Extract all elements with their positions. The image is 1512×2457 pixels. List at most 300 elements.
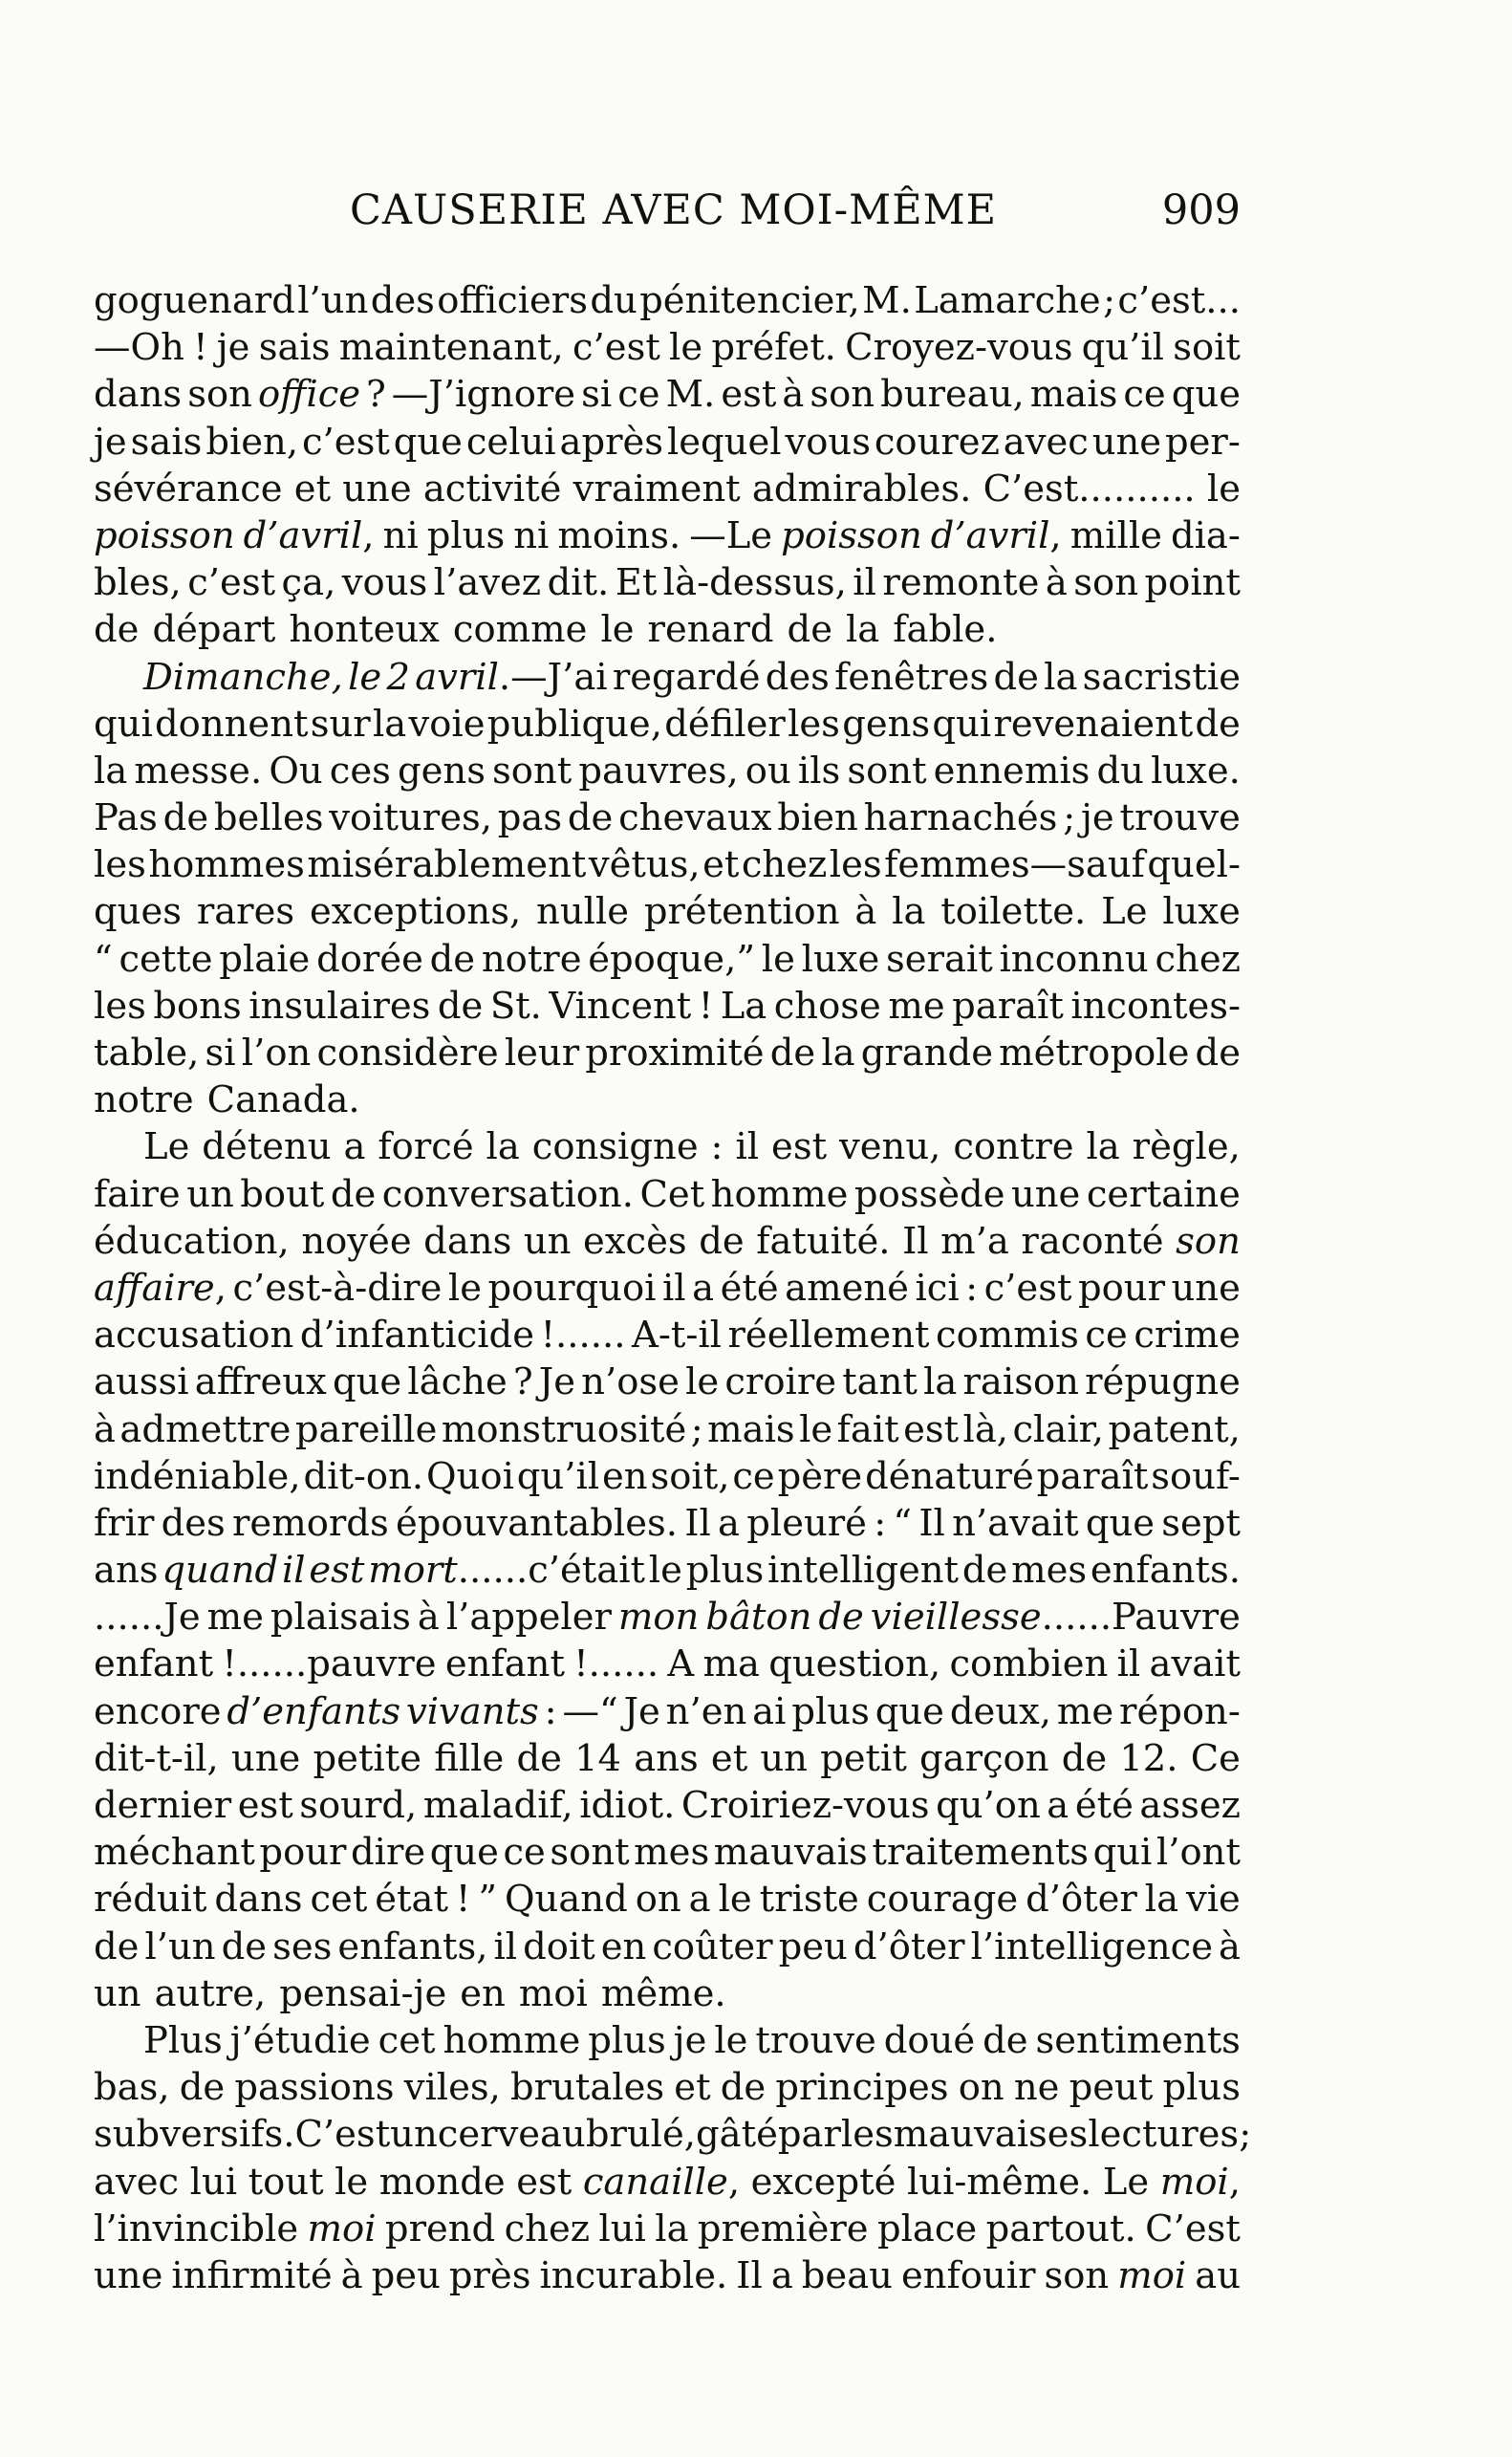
word-group — [1086, 1123, 1119, 1170]
text-line — [94, 2111, 1252, 2158]
word: ans — [94, 1549, 159, 1593]
word: assez — [1139, 1784, 1241, 1827]
word-group — [854, 1171, 1005, 1218]
word-group — [971, 1924, 1213, 1970]
word: dorée — [316, 937, 423, 981]
word-group — [487, 701, 662, 748]
word-group — [861, 1030, 993, 1076]
word-group — [258, 371, 360, 418]
word: le — [718, 1878, 752, 1922]
word: traitements — [872, 1831, 1090, 1875]
word: : — [874, 1501, 887, 1545]
word-group — [259, 1829, 346, 1876]
word-group — [94, 748, 127, 794]
word: ni — [513, 513, 550, 557]
word-group — [892, 888, 925, 935]
word-group — [94, 2206, 298, 2252]
word: et — [293, 467, 332, 511]
word-group — [492, 748, 572, 794]
word: Il — [902, 1219, 929, 1263]
word: a — [343, 1125, 366, 1169]
word-group — [1133, 1123, 1241, 1170]
word-group — [490, 983, 542, 1030]
word: considère — [316, 1032, 499, 1075]
word-group — [545, 1688, 557, 1735]
word: honteux — [289, 608, 440, 652]
word: d’infanticide — [299, 1314, 534, 1358]
word-group — [1172, 371, 1241, 418]
word-group — [279, 1970, 446, 2017]
word-group — [408, 701, 485, 748]
word-group — [134, 748, 262, 794]
word-group — [398, 748, 486, 794]
word: gâté — [696, 2113, 778, 2157]
word: a — [692, 1266, 715, 1310]
word-group — [689, 512, 772, 559]
word-group — [94, 1970, 141, 2017]
word: ni — [382, 513, 419, 557]
word: par — [777, 2113, 841, 2157]
word: on — [635, 1878, 681, 1922]
word-group — [94, 1406, 116, 1453]
word: la — [845, 608, 880, 652]
word-group — [445, 1641, 565, 1687]
running-header — [94, 186, 1241, 253]
word: du — [590, 279, 637, 322]
word: hommes — [148, 843, 305, 887]
word: Et — [615, 561, 658, 605]
word-group — [1119, 1735, 1177, 1782]
word-group — [785, 1265, 909, 1312]
word-group — [578, 748, 738, 794]
word-group — [386, 654, 410, 701]
word-group — [600, 606, 634, 653]
word: est — [721, 373, 777, 417]
word-group — [207, 1594, 264, 1641]
text-line — [94, 1030, 1241, 1076]
word: doit — [523, 1924, 595, 1968]
word: harnachés — [863, 796, 1058, 840]
word: !......pauvre — [222, 1642, 437, 1686]
word-group — [557, 512, 680, 559]
word: table, — [94, 1032, 200, 1075]
word: dans — [423, 1219, 512, 1263]
word: que — [332, 1360, 402, 1404]
word: c’est — [187, 561, 276, 605]
word: la — [1144, 1878, 1179, 1922]
word-group — [94, 371, 182, 418]
word: La — [720, 984, 767, 1028]
word: sont — [550, 1831, 630, 1875]
word-group — [1012, 1406, 1104, 1453]
word: de — [516, 1736, 562, 1780]
italic-word: bâton — [705, 1596, 812, 1640]
word: doué — [883, 2018, 976, 2062]
word: le — [799, 1407, 833, 1451]
word-group — [294, 2111, 390, 2158]
word-group — [375, 1876, 448, 1923]
italic-word: d’avril — [243, 513, 363, 557]
word: de — [993, 655, 1039, 699]
text-line — [94, 1829, 1241, 1876]
word: —J’ignore — [391, 373, 576, 417]
word: activité — [422, 467, 562, 511]
word-group — [536, 888, 629, 935]
word-group — [1087, 1171, 1241, 1218]
word-group — [231, 1735, 300, 1782]
word-group — [842, 1359, 918, 1405]
word: son — [187, 373, 252, 417]
word-group — [1070, 983, 1241, 1030]
word-group — [94, 419, 127, 466]
word-group — [187, 559, 275, 606]
word-group — [373, 701, 406, 748]
word: première — [697, 2207, 869, 2250]
word: misérablement — [307, 843, 587, 887]
word: subversifs. — [94, 2113, 295, 2157]
word-group — [234, 2064, 394, 2111]
word-group — [1011, 1547, 1087, 1594]
word-group — [259, 324, 331, 371]
word-group — [270, 1594, 411, 1641]
word: pourquoi — [487, 1266, 657, 1310]
word: lui-même. — [906, 2160, 1092, 2204]
word: qui — [932, 702, 992, 746]
word-group — [1160, 2159, 1241, 2206]
word-group — [999, 936, 1148, 983]
word: répugne — [1085, 1360, 1241, 1404]
word: de — [94, 1924, 140, 1968]
word-group — [1085, 1312, 1127, 1359]
word-group — [1151, 748, 1241, 794]
word: pensai-je — [279, 1971, 447, 2015]
word: n’en — [665, 1689, 747, 1733]
word-group — [867, 1876, 1018, 1923]
word: règle, — [1132, 1125, 1241, 1169]
word: excepté — [750, 2160, 896, 2204]
word-group — [1145, 559, 1241, 606]
word-group — [180, 2064, 225, 2111]
word-group — [493, 1924, 517, 1970]
word: Plus — [143, 2018, 223, 2062]
word-group — [888, 983, 944, 1030]
word-group — [94, 1265, 227, 1312]
word: gens — [397, 749, 486, 793]
word-group — [232, 1500, 389, 1547]
word-group — [681, 1782, 930, 1829]
word-group — [214, 794, 324, 841]
word-group — [820, 1735, 907, 1782]
word-group — [777, 794, 858, 841]
word-group — [550, 1829, 629, 1876]
word: cette — [119, 937, 213, 981]
word: gens — [842, 702, 931, 746]
text-line — [94, 1218, 1241, 1265]
word: dit-t-il, — [94, 1736, 219, 1780]
word-group — [1073, 559, 1138, 606]
word: de — [221, 1924, 268, 1968]
word: ” — [478, 1878, 498, 1922]
word-group — [907, 2159, 1091, 2206]
word-group — [950, 1688, 1051, 1735]
word-group — [936, 1312, 1079, 1359]
word: de — [429, 937, 476, 981]
word-group — [1021, 1218, 1163, 1265]
word-group — [242, 1030, 312, 1076]
word-group — [875, 1688, 944, 1735]
word-group — [721, 983, 767, 1030]
word: on — [958, 2066, 1004, 2110]
word: principes — [775, 2066, 949, 2110]
word-group — [523, 1924, 595, 1970]
word-group — [155, 701, 308, 748]
italic-word: moi — [1159, 2160, 1229, 2204]
word: officiers — [437, 279, 588, 322]
word-group — [94, 606, 139, 653]
word-group — [639, 1171, 704, 1218]
word-group — [1062, 1735, 1107, 1782]
word-group — [618, 794, 771, 841]
word-group — [392, 371, 575, 418]
word: prétention — [643, 890, 840, 934]
word-group — [434, 1735, 504, 1782]
word-group — [1117, 277, 1241, 324]
word: bons — [153, 984, 242, 1028]
word: il — [1116, 1642, 1141, 1686]
word-group — [202, 1123, 331, 1170]
word-group — [1086, 1500, 1155, 1547]
word-group — [802, 2252, 893, 2299]
word-group — [94, 2159, 179, 2206]
word-group — [1239, 2111, 1251, 2158]
word-group — [217, 324, 250, 371]
word: l’invincible — [94, 2207, 299, 2250]
word-group — [767, 1547, 959, 1594]
word: exceptions, — [309, 890, 522, 934]
word: , — [362, 513, 375, 557]
word: plus — [426, 513, 506, 557]
word: A — [667, 1642, 695, 1686]
text-line — [94, 324, 1241, 371]
word-group — [1047, 1782, 1069, 1829]
word: monde — [378, 2160, 506, 2204]
text-line — [94, 1312, 1241, 1359]
word: ; — [1063, 796, 1076, 840]
word-group — [770, 1030, 815, 1076]
word-group — [585, 1030, 764, 1076]
word-group — [238, 1782, 293, 1829]
word-group — [289, 606, 440, 653]
text-line — [94, 1735, 1241, 1782]
word-group — [632, 1312, 722, 1359]
word-group — [1145, 1876, 1178, 1923]
word: courage — [866, 1878, 1019, 1922]
word: dans — [94, 373, 183, 417]
word: en — [600, 1924, 647, 1968]
word-group — [453, 606, 588, 653]
italic-word: poisson — [94, 513, 235, 557]
word-group — [219, 936, 310, 983]
word: St. — [489, 984, 542, 1028]
word-group — [691, 1406, 703, 1453]
word: le — [761, 937, 795, 981]
word-group — [984, 1265, 1072, 1312]
word-group — [901, 2252, 1036, 2299]
word: .—J’ai — [498, 655, 608, 699]
word-group — [728, 1312, 930, 1359]
word: bien, — [205, 420, 299, 464]
word: garçon — [918, 1736, 1049, 1780]
word-group — [788, 606, 832, 653]
word-group — [1045, 2252, 1110, 2299]
text-line — [94, 936, 1241, 983]
word-group — [163, 794, 208, 841]
word: serait — [886, 937, 993, 981]
word-group — [781, 512, 922, 559]
word-group — [503, 1829, 545, 1876]
word-group — [437, 277, 588, 324]
word-group — [662, 1265, 686, 1312]
word: Croiriez-vous — [680, 1784, 930, 1827]
word: !...... — [540, 1314, 626, 1358]
word: sourd, — [299, 1784, 418, 1827]
word-group — [1161, 1500, 1241, 1547]
word-group — [524, 1218, 572, 1265]
word: les — [94, 984, 146, 1028]
word: , — [727, 2160, 741, 2204]
word-group — [613, 654, 761, 701]
word-group — [893, 1500, 912, 1547]
word: indéniable, — [94, 1454, 301, 1498]
word: enfouir — [900, 2253, 1036, 2297]
word-group — [1091, 1547, 1241, 1594]
word-group — [300, 1312, 534, 1359]
word: “ — [94, 937, 113, 981]
word-group — [1093, 1829, 1153, 1876]
word-group — [119, 936, 212, 983]
word: mais — [1029, 373, 1118, 417]
word: est — [516, 2160, 572, 2204]
word: : — [710, 1125, 724, 1169]
word-group — [853, 1924, 965, 1970]
word: pour — [1077, 1266, 1165, 1310]
word-group — [155, 1970, 267, 2017]
word-group — [162, 1500, 226, 1547]
word: de — [720, 2066, 767, 2110]
word-group — [1004, 419, 1089, 466]
word-group — [1069, 2064, 1154, 2111]
word-group — [379, 2159, 506, 2206]
word: de — [567, 796, 614, 840]
word: dire — [351, 1831, 426, 1875]
word-group — [1196, 701, 1241, 748]
word: dit. — [547, 561, 610, 605]
word: peut — [1069, 2066, 1154, 2110]
word-group — [669, 324, 702, 371]
word: que — [429, 1831, 499, 1875]
word-group — [94, 466, 283, 512]
word-group — [446, 1594, 612, 1641]
word: incontes- — [1070, 984, 1241, 1028]
word: de — [983, 2018, 1028, 2062]
word-group — [171, 2252, 332, 2299]
word-group — [486, 1123, 520, 1170]
word: tout — [248, 2160, 324, 2204]
word-group — [423, 466, 562, 512]
text-line — [94, 1782, 1241, 1829]
word: Le — [1101, 890, 1148, 934]
word: la — [486, 1125, 520, 1169]
text-line — [94, 1924, 1241, 1970]
word: la — [1086, 1125, 1120, 1169]
word-group — [383, 512, 419, 559]
word: dia- — [1170, 513, 1241, 557]
word-group — [418, 1594, 440, 1641]
word-group — [874, 1500, 886, 1547]
word: maladif, — [422, 1784, 573, 1827]
word-group — [1082, 324, 1164, 371]
word-group — [639, 277, 860, 324]
word-group — [711, 1123, 724, 1170]
word: de — [699, 1219, 745, 1263]
word-group — [702, 841, 739, 888]
word: place — [876, 2207, 978, 2250]
word-group — [689, 1876, 711, 1923]
word-group — [724, 1359, 836, 1405]
word-group — [624, 1688, 660, 1735]
word: ......Je — [94, 1596, 201, 1640]
word: me — [1056, 1689, 1114, 1733]
word: bas, — [94, 2066, 170, 2110]
word-group — [965, 1265, 978, 1312]
word-group — [438, 2111, 586, 2158]
word: ce — [617, 373, 660, 417]
word: remords — [232, 1501, 389, 1545]
text-line — [94, 466, 1241, 512]
word-group — [574, 1735, 621, 1782]
text-line — [94, 1171, 1241, 1218]
word: a — [688, 1878, 711, 1922]
word-group — [532, 1123, 699, 1170]
word: là, — [962, 1407, 1009, 1451]
word-group — [1162, 2064, 1241, 2111]
word: des — [370, 279, 435, 322]
word-group — [505, 1030, 579, 1076]
word: est — [771, 1125, 828, 1169]
word: point — [1144, 561, 1241, 605]
word: Lamarche — [914, 279, 1101, 322]
word: près — [448, 2253, 531, 2297]
word: son — [1073, 561, 1139, 605]
word-group — [94, 794, 158, 841]
word: qui — [1092, 1831, 1153, 1875]
word-group — [94, 1359, 189, 1405]
word-group — [310, 1876, 367, 1923]
text-line — [94, 2064, 1241, 2111]
word-group — [94, 559, 182, 606]
word: vous — [785, 420, 871, 464]
text-line — [94, 1876, 1241, 1923]
word: M. — [665, 373, 716, 417]
word: je — [1080, 796, 1114, 840]
word: Le — [143, 1125, 190, 1169]
word-group — [598, 2206, 645, 2252]
word-group — [644, 888, 840, 935]
word: publique, — [486, 702, 662, 746]
word: il — [735, 1125, 760, 1169]
word-group — [153, 983, 241, 1030]
word-group — [902, 1218, 929, 1265]
